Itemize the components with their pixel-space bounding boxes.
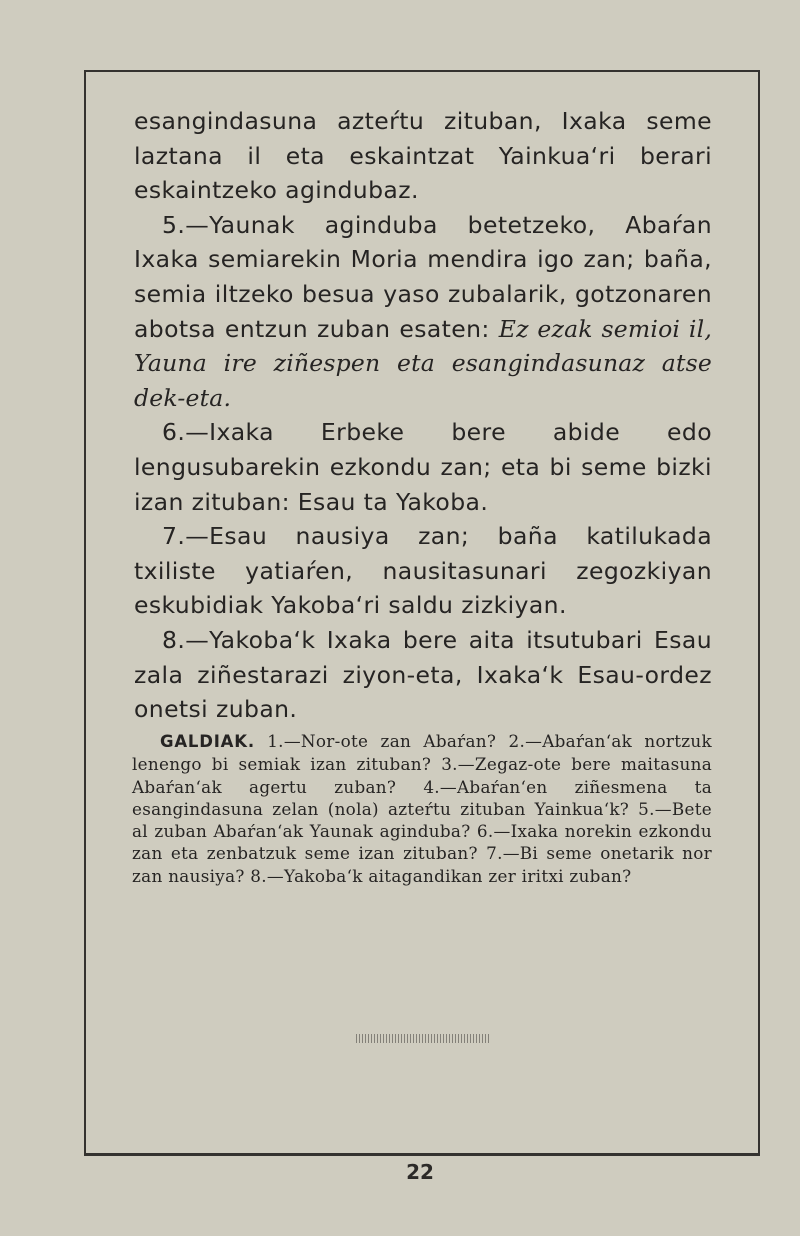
- paragraph-8: 8.—Yakoba‘k Ixaka bere aita itsutubari Esau zala ziñestarazi ziyon-eta, Ixaka‘k Esau-ordez onetsi zuban.: [134, 625, 712, 724]
- paragraph-5: [134, 208, 712, 416]
- main-text: [134, 104, 712, 727]
- questions-text: 1.—Nor-ote zan Abaŕan? 2.—Abaŕan‘ak nortzuk lenengo bi semiak izan zituban? 3.—Zegaz-ote bere maitasuna Abaŕan‘ak agertu zuban? 4.—Abaŕan‘en ziñesmena ta esangindasuna zelan (nola) azteŕtu zituban Yainkua‘k? 5.—Bete al zuban Abaŕan‘ak Yaunak aginduba? 6.—Ixaka norekin ezkondu zan eta zenbatzuk seme izan zituban? 7.—Bi seme onetarik nor zan nausiya? 8.—Yakoba‘k aitagandikan zer iritxi zuban?: [132, 731, 712, 886]
- paragraph-7: 7.—Esau nausiya zan; baña katilukada txiliste yatiaŕen, nausitasunari zegozkiyan eskubidiak Yakoba‘ri saldu zizkiyan.: [134, 522, 712, 620]
- questions-section: [132, 730, 712, 887]
- bottom-rule: [84, 1154, 760, 1156]
- page-number: 22: [406, 1160, 434, 1184]
- paragraph-5-quote: Ez ezak semioi il, Yauna ire ziñespen eta esangindasunaz atse dek-eta.: [134, 314, 712, 412]
- paragraph-6: 6.—Ixaka Erbeke bere abide edo lengusubarekin ezkondu zan; eta bi seme bizki izan zituban: Esau ta Yakoba.: [134, 418, 712, 516]
- questions-paragraph: [132, 730, 712, 887]
- decorative-ornament: [356, 1034, 490, 1043]
- paragraph-5-text: 5.—Yaunak aginduba betetzeko, Abaŕan Ixaka semiarekin Moria mendira igo zan; baña, semia iltzeko besua yaso zubalarik, gotzonaren abotsa entzun zuban esaten:: [134, 210, 712, 343]
- paragraph-continuation: esangindasuna azteŕtu zituban, Ixaka seme laztana il eta eskaintzat Yainkua‘ri berari eskaintzeko agindubaz.: [134, 107, 712, 205]
- questions-heading: GALDIAK.: [160, 732, 255, 751]
